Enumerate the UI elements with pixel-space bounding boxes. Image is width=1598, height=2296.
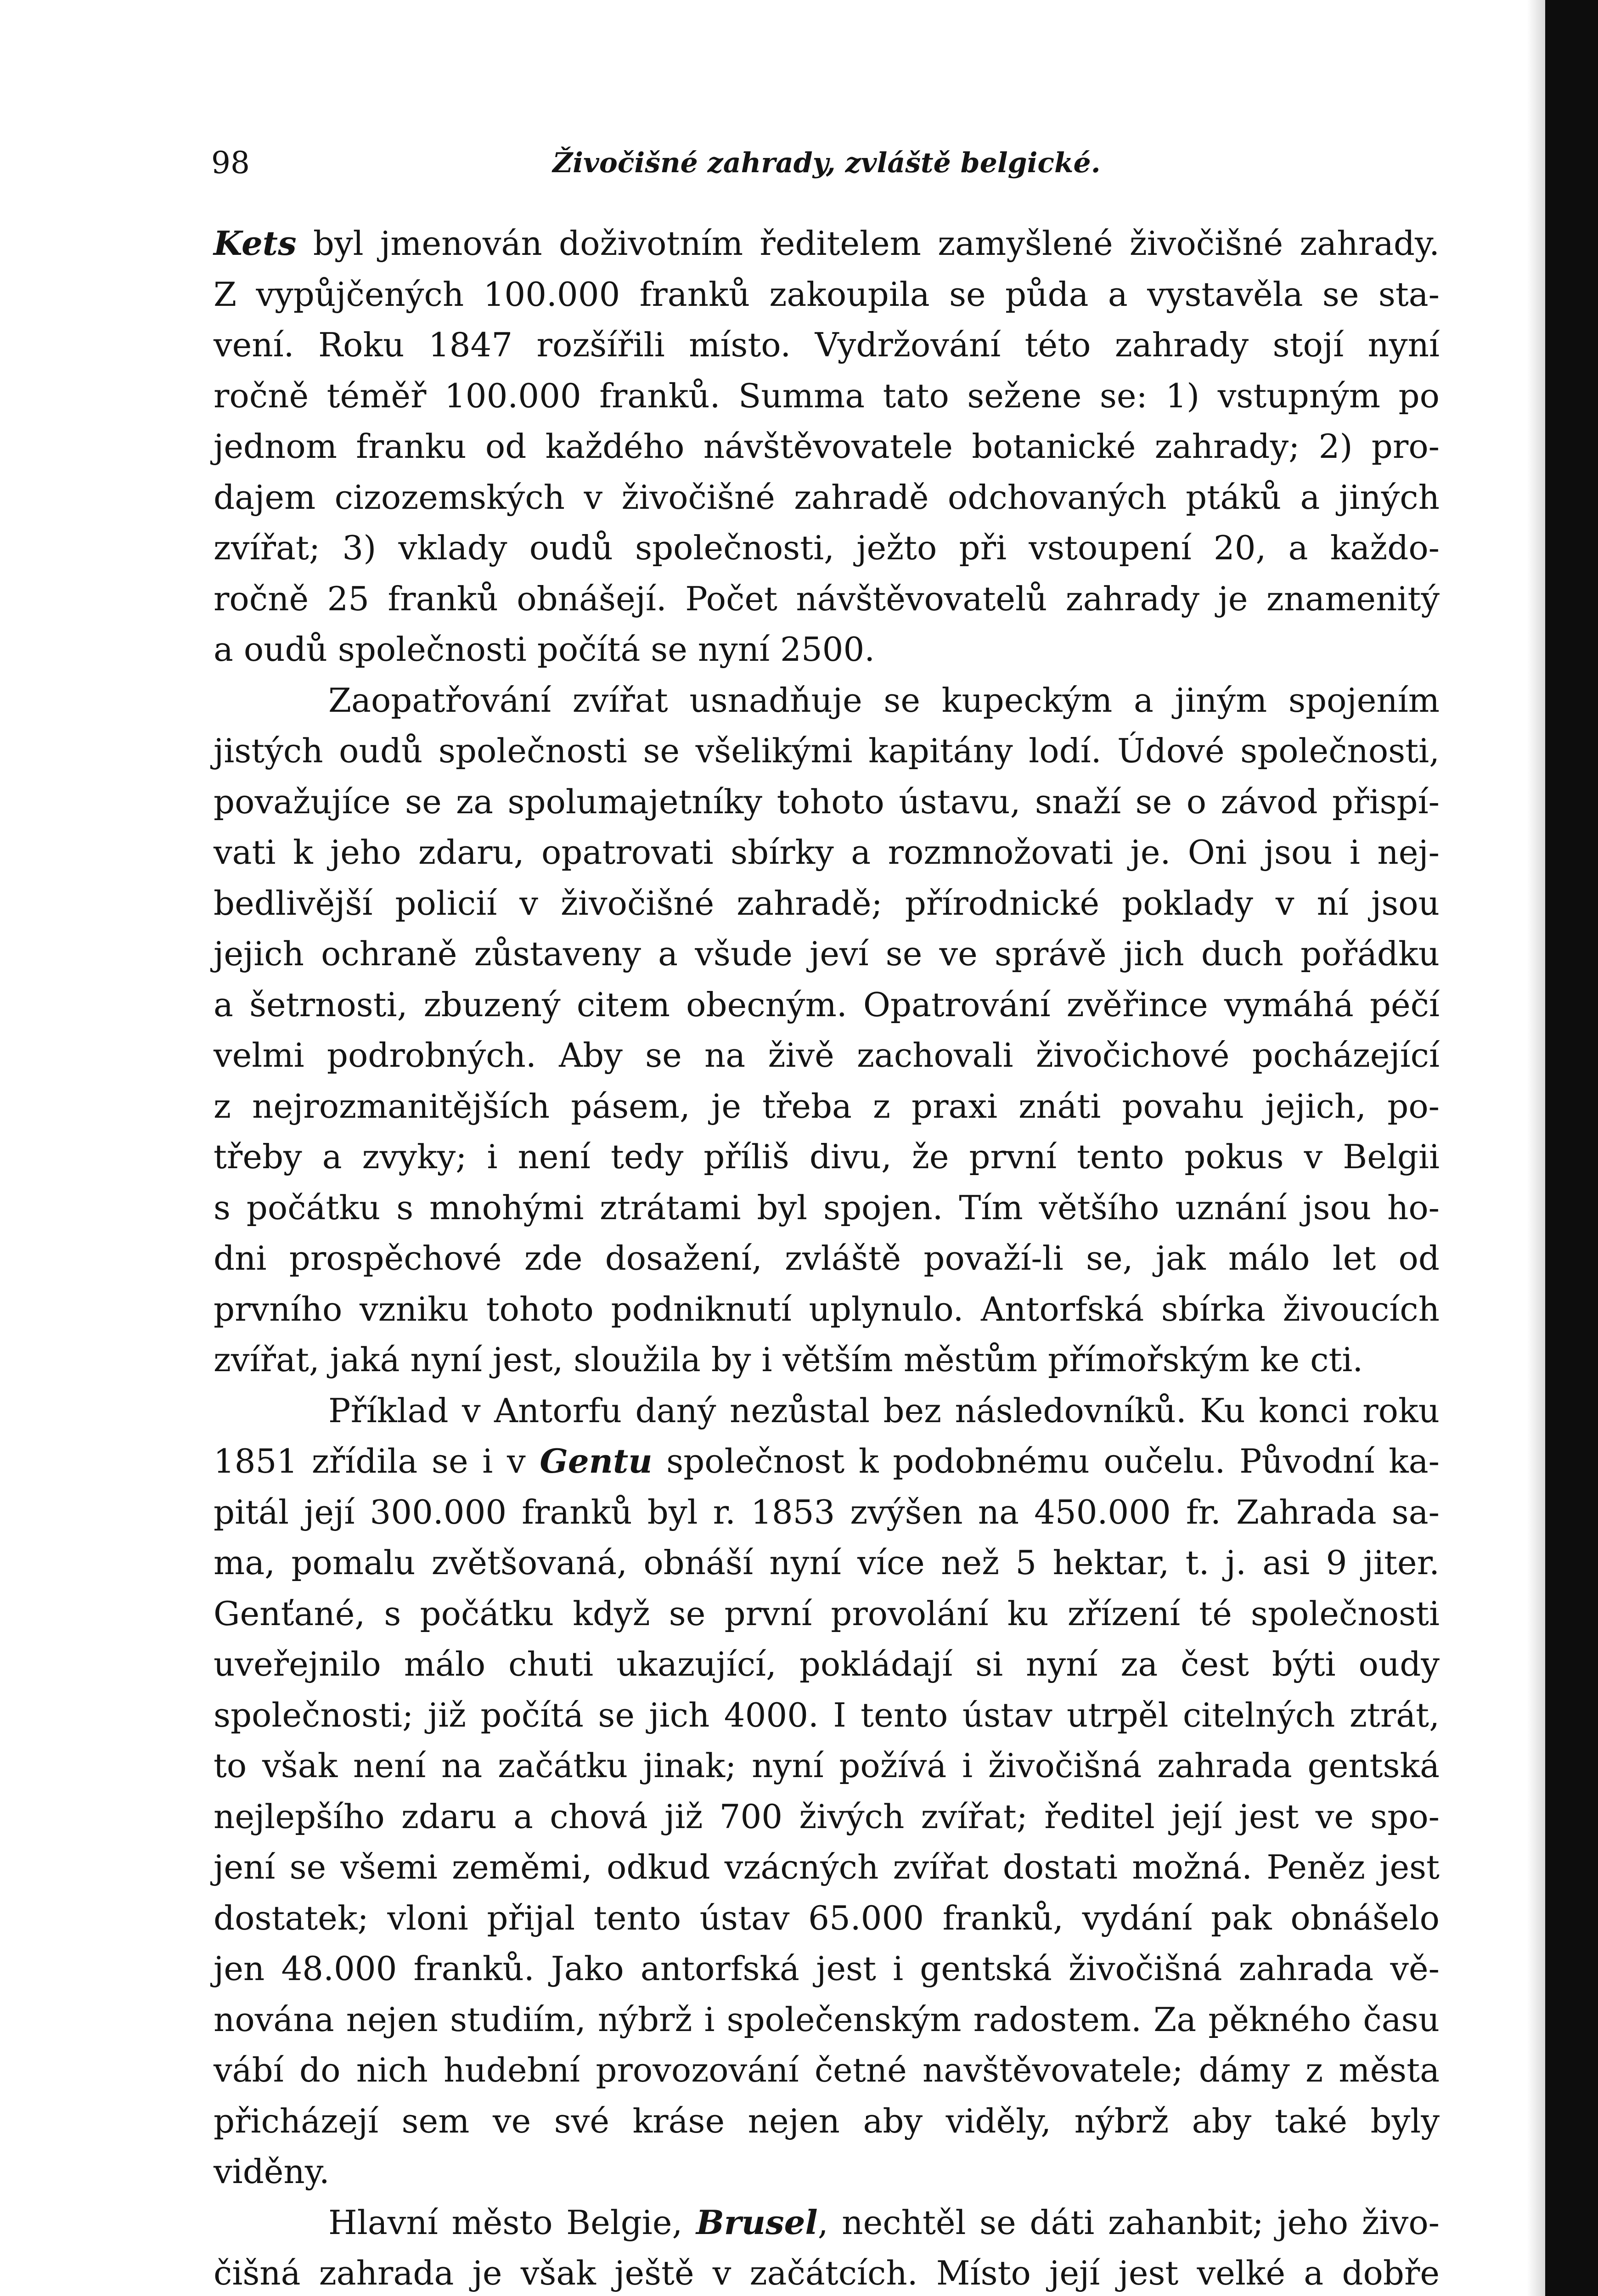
paragraph-end-line: viděny. [214,2152,330,2191]
text-line: třeby a zvyky; i není tedy příliš divu, že první tento pokus v Belgii [214,1137,1440,1176]
text-line: z nejrozmanitějších pásem, je třeba z praxi znáti povahu jejich, po- [214,1086,1440,1125]
paragraph-end-line: a oudů společnosti počítá se nyní 2500. [214,630,875,669]
text-line: Kets byl jmenován doživotním ředitelem zamyšlené živočišné zahrady. [214,224,1440,263]
text-line: uveřejnilo málo chuti ukazující, pokládají si nyní za čest býti oudy [214,1645,1440,1683]
running-head [211,138,1442,188]
text-line: dni prospěchové zde dosažení, zvláště považí-li se, jak málo let od [214,1239,1440,1277]
paragraph-start-line: Zaopatřování zvířat usnadňuje se kupeckým a jiným spojením [328,681,1440,720]
text-line: vábí do nich hudební provozování četné navštěvovatele; dámy z města [214,2051,1440,2089]
text-line: zvířat; 3) vklady oudů společnosti, ježto při vstoupení 20, a každo- [214,529,1440,567]
text-line: bedlivější policií v živočišné zahradě; přírodnické poklady v ní jsou [214,884,1440,923]
text-line: a šetrnosti, zbuzený citem obecným. Opatrování zvěřince vymáhá péčí [214,985,1440,1024]
text-line: vení. Roku 1847 rozšířili místo. Vydržování této zahrady stojí nyní [214,326,1440,364]
text-line: čišná zahrada je však ještě v začátcích. Místo její jest velké a dobře [214,2254,1440,2292]
text-line: dajem cizozemských v živočišné zahradě odchovaných ptáků a jiných [214,478,1440,517]
text-line: nejlepšího zdaru a chová již 700 živých zvířat; ředitel její jest ve spo- [214,1797,1440,1836]
page-number: 98 [211,145,250,180]
text-line: považujíce se za spolumajetníky tohoto ústavu, snaží se o závod přispí- [214,782,1440,821]
text-line: ročně téměř 100.000 franků. Summa tato sežene se: 1) vstupným po [214,376,1440,415]
text-line: společnosti; již počítá se jich 4000. I tento ústav utrpěl citelných ztrát, [214,1695,1440,1734]
text-line: Z vypůjčených 100.000 franků zakoupila se půda a vystavěla se sta- [214,275,1440,314]
text-line: jejich ochraně zůstaveny a všude jeví se ve správě jich duch pořádku [214,934,1440,973]
text-line: jistých oudů společnosti se všelikými kapitány lodí. Údové společnosti, [214,732,1440,770]
text-line: ročně 25 franků obnášejí. Počet návštěvovatelů zahrady je znamenitý [214,579,1440,618]
text-line: to však není na začátku jinak; nyní požívá i živočišná zahrada gentská [214,1746,1440,1785]
text-line: s počátku s mnohými ztrátami byl spojen. Tím většího uznání jsou ho- [214,1188,1440,1227]
text-line: vati k jeho zdaru, opatrovati sbírky a rozmnožovati je. Oni jsou i nej- [214,833,1440,872]
page-gutter-shadow [1527,0,1545,2296]
page-edge [1545,0,1598,2296]
text-line: velmi podrobných. Aby se na živě zachovali živočichové pocházející [214,1036,1440,1075]
text-line: 1851 zřídila se i v Gentu společnost k podobnému oučelu. Původní ka- [214,1441,1440,1480]
text-line: přicházejí sem ve své kráse nejen aby viděly, nýbrž aby také byly [214,2101,1440,2140]
paragraph-start-line: Příklad v Antorfu daný nezůstal bez následovníků. Ku konci roku [328,1391,1440,1430]
body-text [214,218,1440,2296]
paragraph-start-line: Hlavní město Belgie, Brusel, nechtěl se dáti zahanbit; jeho živo- [328,2202,1440,2242]
text-line: pitál její 300.000 franků byl r. 1853 zvýšen na 450.000 fr. Zahrada sa- [214,1492,1440,1531]
text-line: ma, pomalu zvětšovaná, obnáší nyní více než 5 hektar, t. j. asi 9 jiter. [214,1543,1440,1582]
text-line: nována nejen studiím, nýbrž i společenským radostem. Za pěkného času [214,2000,1440,2039]
text-line: jednom franku od každého návštěvovatele botanické zahrady; 2) pro- [214,427,1440,466]
running-title: Živočišné zahrady, zvláště belgické. [552,147,1101,179]
paragraph-end-line: zvířat, jaká nyní jest, sloužila by i větším městům přímořským ke cti. [214,1340,1363,1379]
text-line: jení se všemi zeměmi, odkud vzácných zvířat dostati možná. Peněz jest [214,1848,1440,1886]
text-line: dostatek; vloni přijal tento ústav 65.000 franků, vydání pak obnášelo [214,1898,1440,1937]
text-line: Genťané, s počátku když se první provolání ku zřízení té společnosti [214,1594,1440,1633]
text-line: prvního vzniku tohoto podniknutí uplynulo. Antorfská sbírka živoucích [214,1289,1440,1328]
text-line: jen 48.000 franků. Jako antorfská jest i gentská živočišná zahrada vě- [214,1949,1440,1988]
